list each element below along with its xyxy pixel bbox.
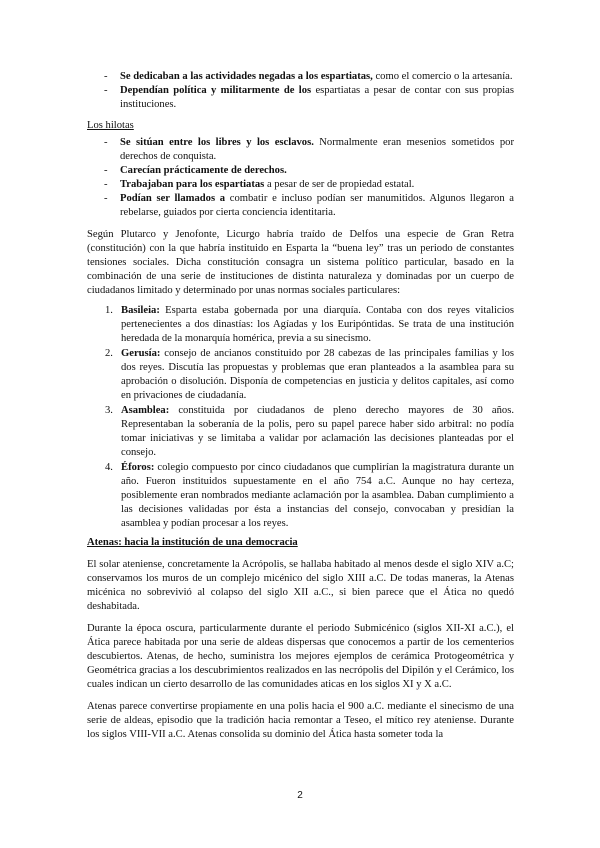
list-item: - Carecían prácticamente de derechos. — [104, 165, 287, 176]
dash-marker: - — [104, 193, 108, 204]
page-content — [87, 70, 514, 742]
list-item: 3. Asamblea: constituida por ciudadanos de pleno derecho mayores de 30 años. Representaban la soberanía de la polis, pero su papel parece haber sido arbitral: no podía tomar iniciativas y se limitaba a validar por aclamación las decisiones planteadas por el consejo. — [105, 405, 514, 458]
atenas-paragraph-1: El solar ateniense, concretamente la Acrópolis, se hallaba habitado al menos desde el siglo XIV a.C; conservamos los muros de un complejo micénico del siglo XIII a.C. De todas maneras, la Atenas micénica no sobrevivió al colapso del siglo XII a.C., si bien parece que el Ática no quedó deshabitada. — [87, 559, 514, 612]
list-item: 4. Éforos: colegio compuesto por cinco ciudadanos que cumplirían la magistratura durante un año. Fueron instituidos supuestamente en el año 754 a.C. Aunque no hay certeza, posiblemente eran nombrados mediante aclamación por la asamblea. Daban cumplimiento a las decisiones validadas por ésta a instancias del consejo, convocaban y presidían la asamblea y podían procesar a los reyes. — [105, 462, 514, 529]
dash-marker: - — [104, 137, 108, 148]
dash-marker: - — [104, 165, 108, 176]
list-item: 2. Gerusía: consejo de ancianos constituido por 28 cabezas de las principales familias y los dos reyes. Discutía las propuestas y problemas que eran planteados a la asamblea para su aprobación o disolución. Disponía de competencias en justicia y delitos capitales, así como en privaciones de ciudadanía. — [105, 348, 514, 401]
page-number: 2 — [297, 790, 303, 801]
hilotas-bullet-list — [87, 136, 514, 220]
institutions-list — [87, 304, 514, 531]
section-heading-hilotas: Los hilotas — [87, 120, 134, 131]
list-item: - Se dedicaban a las actividades negadas a los espartiatas, como el comercio o la artesanía. — [104, 71, 513, 82]
licurgo-paragraph: Según Plutarco y Jenofonte, Licurgo habría traído de Delfos una especie de Gran Retra (constitución) con la que habría instituido en Esparta la “buena ley” tras un periodo de constantes tensiones sociales. Dicha constitución consagra un sistema político particular, basado en la combinación de una serie de instituciones de distinta naturaleza y dominadas por un cuerpo de ciudadanos limitado y determinado por unas normas sociales particulares: — [87, 229, 514, 296]
list-item: - Trabajaban para los espartiatas a pesar de ser de propiedad estatal. — [104, 179, 415, 190]
list-item: - Podían ser llamados a combatir e incluso podían ser manumitidos. Algunos llegaron a rebelarse, guiados por cierta conciencia identitaria. — [104, 193, 514, 218]
section-heading-atenas: Atenas: hacia la institución de una democracia — [87, 537, 298, 548]
dash-marker: - — [104, 179, 108, 190]
list-item: - Se sitúan entre los libres y los esclavos. Normalmente eran mesenios sometidos por derechos de conquista. — [104, 137, 514, 162]
dash-marker: - — [104, 85, 108, 96]
atenas-paragraph-2: Durante la época oscura, particularmente durante el periodo Submicénico (siglos XII-XI a.C.), el Ática parece habitada por una serie de aldeas dispersas que conocemos a partir de los cementerios descubiertos. Atenas, de hecho, suministra los mejores ejemplos de cerámica Protogeométrica y Geométrica gracias a los descubrimientos realizados en las necrópolis del Dipilón y el Cerámico, los cuales indican un cierto desarrollo de las comunidades aticas en los siglos XI y X a.C. — [87, 623, 514, 690]
list-item: - Dependían política y militarmente de los espartiatas a pesar de contar con sus propias instituciones. — [104, 85, 514, 110]
intro-bullet-list — [87, 70, 514, 112]
atenas-paragraph-3: Atenas parece convertirse propiamente en una polis hacia el 900 a.C. mediante el sinecismo de una serie de aldeas, episodio que la tradición hacia remontar a Teseo, el mítico rey ateniense. Durante los siglos VIII-VII a.C. Atenas consolida su dominio del Ática hasta someter toda la — [87, 701, 514, 740]
list-item: 1. Basileia: Esparta estaba gobernada por una diarquía. Contaba con dos reyes vitalicios pertenecientes a dos dinastías: los Agíadas y los Euripóntidas. Se trata de una institución heredada de la monarquía homérica, previa a su sinecismo. — [105, 305, 514, 344]
dash-marker: - — [104, 71, 108, 82]
